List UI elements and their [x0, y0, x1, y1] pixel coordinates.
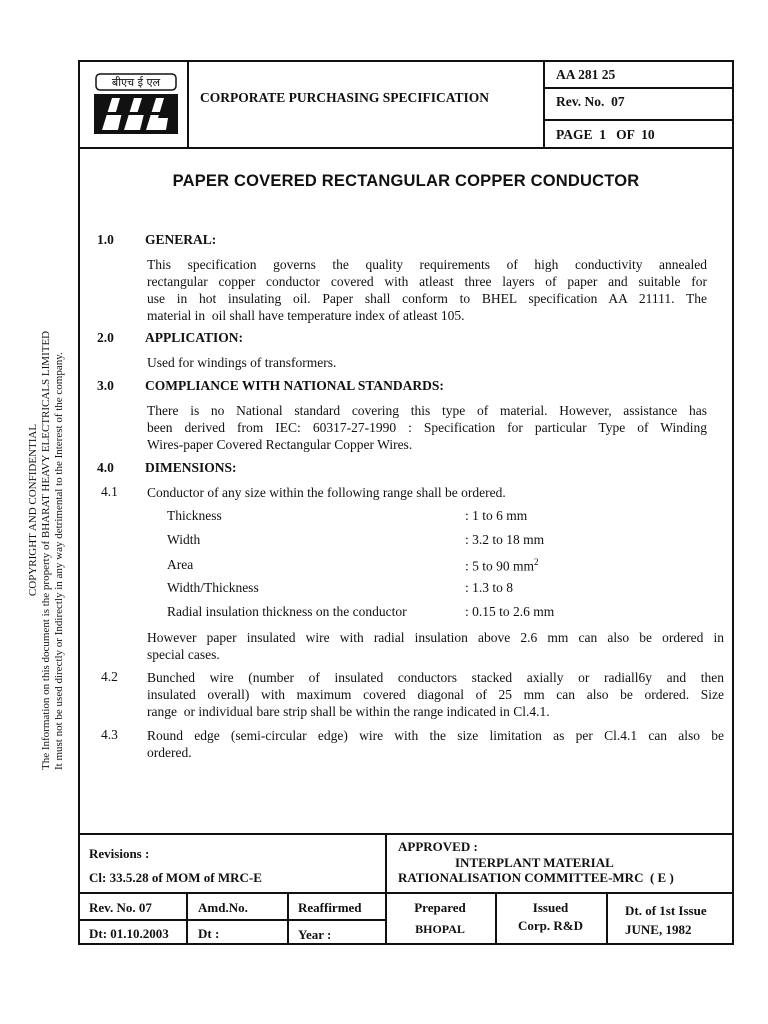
- dim-label: Width/Thickness: [167, 580, 259, 595]
- section-3-number: 3.0: [97, 378, 114, 393]
- bhel-logo-graphic: [92, 72, 180, 136]
- section-2-number: 2.0: [97, 330, 114, 345]
- clause-4-3-number: 4.3: [101, 727, 118, 742]
- clause-4-3-line-2: ordered.: [147, 745, 192, 760]
- clause-4-1-text: Conductor of any size within the following range shall be ordered.: [147, 485, 506, 500]
- dim-value: : 1 to 6 mm: [465, 508, 528, 523]
- approved-line-1: INTERPLANT MATERIAL: [455, 855, 614, 870]
- dim-value-area: [465, 557, 539, 575]
- section-4-number: 4.0: [97, 460, 114, 475]
- footer-top-line: [78, 833, 734, 835]
- footer-middle-line: [78, 892, 734, 894]
- rev-no-cell: Rev. No. 07: [89, 900, 152, 915]
- clause-4-3-line-1: Round edge (semi-circular edge) wire with the size limitation as per Cl.4.1 can also be: [147, 728, 724, 743]
- side-note-line-1: COPYRIGHT AND CONFIDENTIAL: [27, 423, 39, 597]
- dim-label: Thickness: [167, 508, 222, 523]
- bhel-logo: [92, 72, 180, 136]
- dim-label: Area: [167, 557, 194, 572]
- note-line-1: However paper insulated wire with radial insulation above 2.6 mm can also be ordered in: [147, 630, 724, 645]
- section-1-heading: GENERAL:: [145, 232, 217, 247]
- note-line-2: special cases.: [147, 647, 220, 662]
- section-2-heading: APPLICATION:: [145, 330, 244, 345]
- section-1-line-4: material in oil shall have temperature index of atleast 105.: [147, 308, 465, 323]
- dim-label: Radial insulation thickness on the conductor: [167, 604, 407, 619]
- section-3-heading: COMPLIANCE WITH NATIONAL STANDARDS:: [145, 378, 444, 393]
- clause-4-2-text: [147, 669, 724, 720]
- footer-col-divider-2: [287, 892, 289, 945]
- header-bottom-line: [78, 147, 734, 149]
- first-issue-date: JUNE, 1982: [625, 922, 692, 937]
- clause-4-2-line-1: Bunched wire (number of insulated conductors stacked axially or radiall6y and then: [147, 670, 724, 685]
- header-divider-2: [543, 60, 545, 148]
- prepared-label: Prepared: [414, 900, 466, 915]
- section-4-heading: DIMENSIONS:: [145, 460, 237, 475]
- dim-label: Width: [167, 532, 201, 547]
- section-1-number: 1.0: [97, 232, 114, 247]
- section-1-body: [147, 256, 707, 324]
- dim-value: : 0.15 to 2.6 mm: [465, 604, 555, 619]
- section-3-line-1: There is no National standard covering this type of material. However, assistance has: [147, 403, 707, 418]
- side-copyright-note: [27, 250, 66, 770]
- amd-date-cell: Dt :: [198, 926, 220, 941]
- header-row-line-1: [543, 87, 734, 89]
- reaffirmed-cell: Reaffirmed: [298, 900, 362, 915]
- side-note-line-3: It must not be used directly or Indirectly in any way detrimental to the Interest of the company.: [53, 352, 65, 770]
- header-divider-1: [187, 60, 189, 148]
- section-1-line-3: use in hot insulating oil. Paper shall conform to BHEL specification AA 21111. The: [147, 291, 707, 306]
- clause-4-2-line-2: insulated overall) with maximum covered diagonal of 25 mm can also be ordered. Size: [147, 687, 724, 702]
- header-row-line-2: [543, 119, 734, 121]
- approved-label: APPROVED :: [398, 839, 478, 854]
- rev-date-cell: Dt: 01.10.2003: [89, 926, 169, 941]
- dim-value-superscript: 2: [534, 557, 539, 567]
- footer-inner-line: [78, 919, 385, 921]
- footer-col-divider-1: [186, 892, 188, 945]
- clause-4-2-number: 4.2: [101, 669, 118, 684]
- clause-4-2-line-3: range or individual bare strip shall be within the range indicated in Cl.4.1.: [147, 704, 550, 719]
- spec-title: CORPORATE PURCHASING SPECIFICATION: [200, 90, 490, 105]
- issued-label: Issued: [532, 900, 569, 915]
- year-cell: Year :: [298, 927, 332, 942]
- page-indicator: PAGE 1 OF 10: [556, 127, 655, 142]
- section-1-line-1: This specification governs the quality requirements of high conductivity annealed: [147, 257, 707, 272]
- document-title: PAPER COVERED RECTANGULAR COPPER CONDUCTOR: [172, 172, 640, 190]
- revisions-label: Revisions :: [89, 846, 150, 861]
- section-3-line-3: Wires-paper Covered Rectangular Copper Wires.: [147, 437, 413, 452]
- clause-4-1-note: [147, 629, 724, 663]
- revisions-value: Cl: 33.5.28 of MOM of MRC-E: [89, 870, 262, 885]
- side-note-line-2: The Information on this document is the property of BHARAT HEAVY ELECTRICALS LIMITED: [40, 330, 52, 770]
- issued-by: Corp. R&D: [518, 918, 583, 933]
- section-1-line-2: rectangular copper conductor covered with atleast three layers of paper and suitable for: [147, 274, 707, 289]
- section-3-line-2: been derived from IEC: 60317-27-1990 : Specification for particular Type of Winding: [147, 420, 707, 435]
- page-frame: [78, 60, 734, 945]
- dim-value: : 3.2 to 18 mm: [465, 532, 545, 547]
- doc-number: AA 281 25: [556, 67, 616, 82]
- section-2-body: Used for windings of transformers.: [147, 355, 337, 370]
- approved-line-2: RATIONALISATION COMMITTEE-MRC ( E ): [398, 870, 674, 885]
- footer-col-divider-4: [606, 892, 608, 945]
- dim-value: : 5 to 90 mm: [465, 558, 535, 574]
- clause-4-1-number: 4.1: [101, 484, 118, 499]
- revision-number: Rev. No. 07: [556, 94, 625, 109]
- logo-hindi-text: बीएच ई एल: [111, 76, 161, 89]
- amd-no-cell: Amd.No.: [198, 900, 248, 915]
- clause-4-3-text: [147, 727, 724, 761]
- prepared-location: BHOPAL: [415, 922, 465, 936]
- dim-value: : 1.3 to 8: [465, 580, 514, 595]
- section-3-body: [147, 402, 707, 453]
- first-issue-label: Dt. of 1st Issue: [625, 903, 707, 918]
